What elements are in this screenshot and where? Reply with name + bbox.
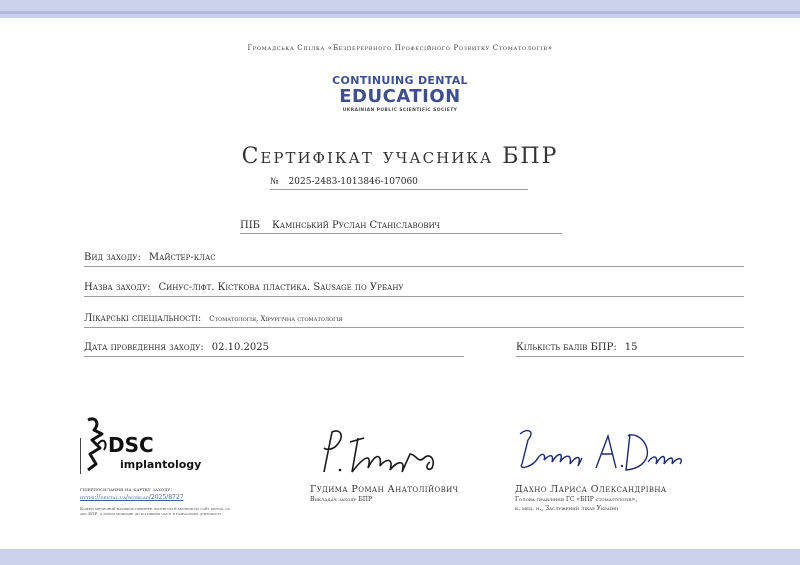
event-type-label: Вид заходу: (84, 252, 141, 263)
signatory-2-name: Дахно Лариса Олександрівна (515, 484, 667, 495)
signatory-2 (515, 484, 685, 513)
points-row (516, 342, 744, 357)
event-link-block (80, 487, 230, 516)
signature-dakhno (512, 424, 692, 484)
specialties-label: Лікарські спеціальності: (84, 313, 202, 324)
participant-label: ПІБ (240, 220, 261, 231)
signatory-1 (310, 484, 480, 504)
event-type-row (84, 252, 744, 267)
bottom-border-band (0, 549, 800, 565)
specialties-row (84, 313, 744, 328)
specialties-value: Стоматологія, Хірургічна стоматологія (209, 315, 343, 323)
logo-line-3: UKRAINIAN PUBLIC SCIENTIFIC SOCIETY (342, 108, 458, 113)
dsc-logo-subtext: implantology (120, 458, 202, 471)
event-link-note: Кожен медичний фахівець повинен протягом 6 місяців на сайт dental.ua або БПР, а більш можливі дії по іншим часті в навчальної діяльності (80, 506, 230, 516)
organization-name: Громадська Спілка «Безперервного Професійного Розвитку Стоматологів» (247, 44, 553, 52)
certificate-number: 2025-2483-1013846-107060 (288, 177, 418, 187)
logo-line-2: EDUCATION (339, 86, 461, 107)
event-link[interactable]: https://dental.ua/rozklad/2025/8727 (80, 494, 184, 501)
event-name-label: Назва заходу: (84, 282, 151, 293)
points-label: Кількість балів БПР: (516, 342, 617, 353)
event-name-row (84, 282, 744, 297)
certificate-number-label: № (270, 177, 279, 187)
event-date-row (84, 342, 464, 357)
signatory-2-role: Голова правління ГС «БПР стоматологів», (515, 496, 638, 503)
certificate-number-row (270, 177, 528, 190)
participant-name: Камінський Руслан Станіславович (272, 220, 441, 231)
signatory-2-role-2: к. мед. н., Заслужений лікар України (515, 505, 619, 512)
dsc-logo-text: DSC (108, 433, 154, 457)
certificate-title: Сертифікат учасника БПР (241, 144, 559, 169)
event-date-value: 02.10.2025 (211, 342, 269, 353)
event-type-value: Майстер-клас (148, 252, 216, 263)
event-name-value: Синус-ліфт. Кісткова пластика. Sausage по Урбану (158, 282, 404, 293)
top-border-band (0, 0, 800, 18)
signatory-1-role: Викладач заходу БПР (310, 496, 373, 503)
signatory-1-name: Гудима Роман Анатолійович (310, 484, 459, 495)
participant-row (240, 220, 562, 234)
cde-logo (0, 74, 800, 113)
signature-hudyma (306, 424, 456, 484)
event-date-label: Дата проведення заходу: (84, 342, 204, 353)
dsc-divider (80, 438, 81, 474)
logo-line-1: CONTINUING DENTAL (332, 74, 468, 87)
dsc-implantology-logo (82, 414, 202, 476)
points-value: 15 (624, 342, 638, 353)
event-link-caption: гіперпосилання на картку заходу: (80, 487, 173, 493)
